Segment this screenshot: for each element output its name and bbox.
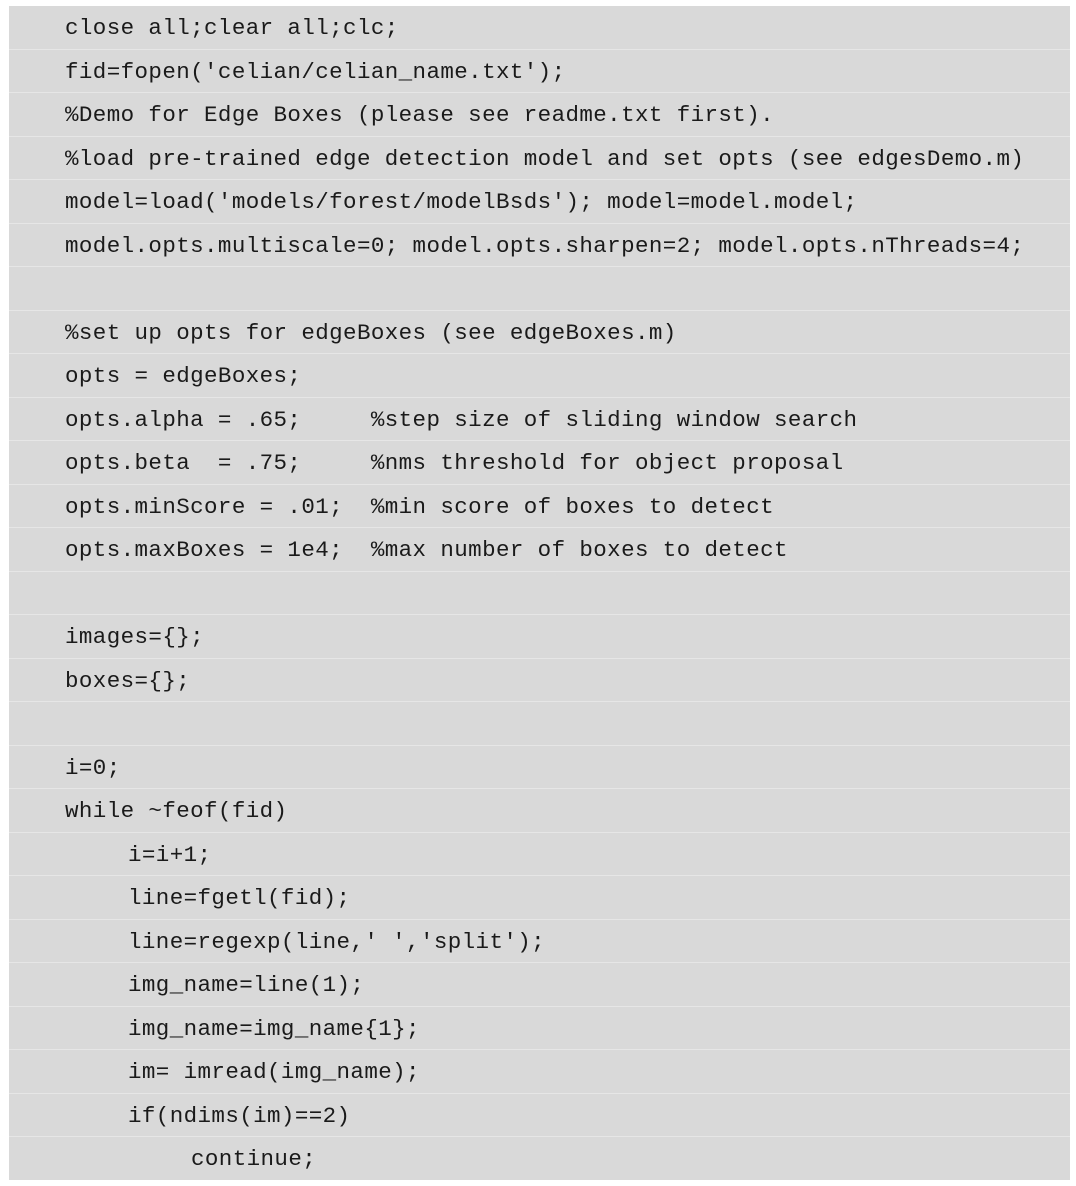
code-line bbox=[9, 572, 1070, 616]
code-line bbox=[9, 485, 1070, 529]
code-line-text: %set up opts for edgeBoxes (see edgeBoxes.m) bbox=[65, 319, 677, 346]
code-line-text: opts.beta = .75; %nms threshold for object proposal bbox=[65, 450, 844, 476]
code-line-text: img_name=line(1); bbox=[128, 972, 365, 998]
code-line bbox=[9, 702, 1070, 746]
code-line-text: images={}; bbox=[65, 624, 205, 650]
code-line bbox=[9, 93, 1070, 137]
code-line-text: i=0; bbox=[65, 754, 121, 781]
code-block bbox=[9, 6, 1070, 1180]
code-line-text: %Demo for Edge Boxes (please see readme.txt first). bbox=[65, 102, 775, 128]
code-line bbox=[9, 746, 1070, 790]
code-line bbox=[9, 441, 1070, 485]
code-line bbox=[9, 354, 1070, 398]
code-line bbox=[9, 1050, 1070, 1094]
code-line-text: line=fgetl(fid); bbox=[128, 885, 351, 911]
code-line-text: img_name=img_name{1}; bbox=[128, 1015, 420, 1042]
code-line bbox=[9, 876, 1070, 920]
code-line bbox=[9, 180, 1070, 224]
code-line bbox=[9, 963, 1070, 1007]
code-line bbox=[9, 137, 1070, 181]
code-line-text: i=i+1; bbox=[128, 841, 212, 868]
code-line bbox=[9, 50, 1070, 94]
code-line-text: continue; bbox=[191, 1146, 317, 1172]
code-line bbox=[9, 1007, 1070, 1051]
code-line bbox=[9, 1094, 1070, 1138]
code-line-text: model=load('models/forest/modelBsds'); model=model.model; bbox=[65, 189, 858, 215]
code-line-text: if(ndims(im)==2) bbox=[128, 1102, 351, 1129]
code-line-text: opts.alpha = .65; %step size of sliding window search bbox=[65, 406, 858, 433]
code-line bbox=[9, 659, 1070, 703]
code-line-text: while ~feof(fid) bbox=[65, 798, 288, 824]
code-line-text: model.opts.multiscale=0; model.opts.sharpen=2; model.opts.nThreads=4; bbox=[65, 232, 1025, 259]
code-line bbox=[9, 789, 1070, 833]
code-line-text: %load pre-trained edge detection model and set opts (see edgesDemo.m) bbox=[65, 145, 1025, 172]
code-line-text: fid=fopen('celian/celian_name.txt'); bbox=[65, 58, 566, 85]
code-line bbox=[9, 6, 1070, 50]
code-line-text: close all;clear all;clc; bbox=[65, 15, 399, 41]
code-line-text: im= imread(img_name); bbox=[128, 1059, 420, 1085]
code-line-text: opts.minScore = .01; %min score of boxes to detect bbox=[65, 493, 775, 520]
code-line bbox=[9, 615, 1070, 659]
code-line bbox=[9, 833, 1070, 877]
code-line bbox=[9, 224, 1070, 268]
code-line bbox=[9, 528, 1070, 572]
code-line bbox=[9, 398, 1070, 442]
code-line bbox=[9, 1137, 1070, 1180]
code-line-text: line=regexp(line,' ','split'); bbox=[128, 928, 546, 955]
code-line bbox=[9, 920, 1070, 964]
code-line bbox=[9, 267, 1070, 311]
code-line-text: boxes={}; bbox=[65, 667, 191, 694]
code-line bbox=[9, 311, 1070, 355]
code-line-text: opts.maxBoxes = 1e4; %max number of boxes to detect bbox=[65, 537, 788, 563]
code-line-text: opts = edgeBoxes; bbox=[65, 363, 302, 389]
